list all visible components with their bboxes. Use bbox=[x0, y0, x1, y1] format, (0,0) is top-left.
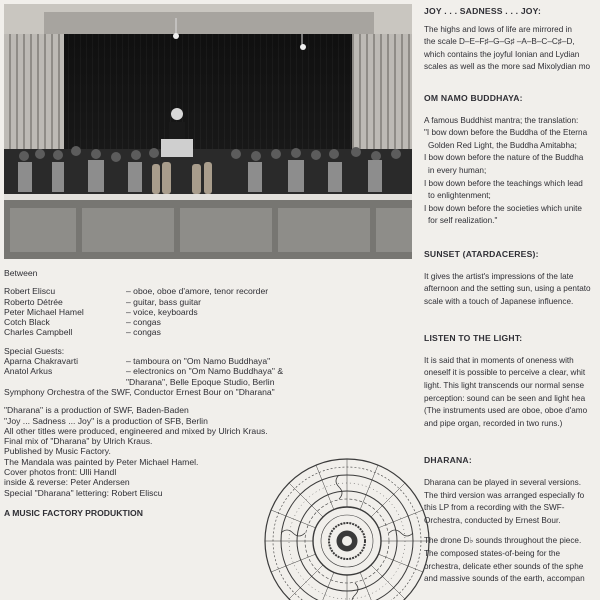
production-line: "Joy ... Sadness ... Joy" is a production of SFB, Berlin bbox=[4, 415, 208, 426]
production-line: The Mandala was painted by Peter Michael Hamel. bbox=[4, 456, 199, 467]
guest-role: – tamboura on "Om Namo Buddhaya" bbox=[126, 356, 271, 367]
joy-sadness-joy-heading: JOY . . . SADNESS . . . JOY: bbox=[424, 6, 542, 16]
om-text-line: "I bow down before the Buddha of the Eterna bbox=[424, 128, 588, 138]
listen-text-line: light. This light transcends our normal sense bbox=[424, 381, 585, 391]
guest-role: – electronics on "Om Namo Buddhaya" & bbox=[126, 366, 284, 377]
om-text-line: I bow down before the nature of the Buddha bbox=[424, 153, 584, 163]
musician-row bbox=[4, 297, 409, 307]
sunset-text-line: afternoon and the setting sun, using a pentato bbox=[424, 284, 591, 294]
production-line: Cover photos front: Ulli Handl bbox=[4, 467, 117, 478]
dharana-text-line: The third version was arranged especially fo bbox=[424, 490, 585, 500]
musician-name: Roberto Détrée bbox=[4, 296, 63, 307]
production-line: inside & reverse: Peter Andersen bbox=[4, 477, 130, 488]
dharana-text-line: orchestra, delicate ether sounds of the sphe bbox=[424, 561, 584, 571]
production-line: Special "Dharana" lettering: Robert Eliscu bbox=[4, 487, 163, 498]
production-line: "Dharana" is a production of SWF, Baden-Baden bbox=[4, 405, 189, 416]
guest-name: Anatol Arkus bbox=[4, 366, 53, 377]
special-guests-label: Special Guests: bbox=[4, 345, 65, 356]
musician-row bbox=[4, 307, 409, 317]
listen-text-line: and pipe organ, recorded in two runs.) bbox=[424, 418, 563, 428]
musician-role: – voice, keyboards bbox=[126, 306, 198, 317]
guest-name: Aparna Chakravarti bbox=[4, 356, 79, 367]
guest-name bbox=[4, 377, 126, 387]
production-line: All other titles were produced, engineered and mixed by Ulrich Kraus. bbox=[4, 425, 268, 436]
joy-text-line: The highs and lows of life are mirrored in bbox=[424, 24, 572, 34]
om-text-line: for self realization." bbox=[428, 216, 498, 226]
guest-role: "Dharana", Belle Epoque Studio, Berlin bbox=[126, 376, 275, 387]
production-line: Final mix of "Dharana" by Ulrich Kraus. bbox=[4, 436, 153, 447]
production-line: Published by Music Factory. bbox=[4, 446, 111, 457]
om-namo-buddhaya-heading: OM NAMO BUDDHAYA: bbox=[424, 92, 523, 103]
musician-row bbox=[4, 327, 409, 337]
musician-name: Cotch Black bbox=[4, 317, 50, 328]
guest-row bbox=[4, 377, 409, 387]
om-text-line: to enlightenment; bbox=[428, 191, 491, 201]
musician-name: Peter Michael Hamel bbox=[4, 306, 84, 317]
sunset-heading: SUNSET (ATARDACERES): bbox=[424, 248, 539, 259]
dharana-heading: DHARANA: bbox=[424, 455, 472, 466]
dharana-text-line: The drone D♭ sounds throughout the piece. bbox=[424, 536, 582, 546]
listen-text-line: (The instruments used are oboe, oboe d'amo bbox=[424, 406, 588, 416]
orchestra-credit: Symphony Orchestra of the SWF, Conductor Ernest Bour on "Dharana" bbox=[4, 386, 275, 397]
dharana-text-line: The composed states-of-being for the bbox=[424, 549, 561, 558]
musician-name: Robert Eliscu bbox=[4, 286, 56, 297]
joy-text-line: scales as well as the more sad Mixolydian mo bbox=[424, 62, 591, 72]
track-notes-column bbox=[424, 0, 600, 586]
orchestra-stage-photo bbox=[4, 4, 412, 259]
mandala-artwork bbox=[262, 453, 432, 600]
musician-row bbox=[4, 286, 409, 296]
dharana-text-line: and massive sounds of the earth, accompan bbox=[424, 574, 585, 584]
guest-row bbox=[4, 356, 409, 366]
om-text-line: I bow down before the teachings which lead bbox=[424, 178, 583, 188]
om-text-line: in every human; bbox=[428, 165, 487, 175]
listen-text-line: It is said that in moments of oneness with bbox=[424, 355, 574, 365]
musician-role: – congas bbox=[126, 327, 161, 338]
musician-role: – congas bbox=[126, 317, 161, 328]
listen-text-line: perception: sound can be seen and light hea bbox=[424, 393, 586, 403]
musician-name: Charles Campbell bbox=[4, 327, 73, 338]
musician-role: – guitar, bass guitar bbox=[126, 296, 202, 307]
joy-text-line: the scale D–E–F♯–G–G♯ –A–B–C–C♯–D, bbox=[424, 37, 575, 47]
between-label: Between bbox=[4, 268, 38, 278]
sunset-text-line: scale with a touch of Japanese influence. bbox=[424, 296, 574, 306]
joy-text-line: which contains the joyful Ionian and Lydian bbox=[424, 49, 580, 59]
om-text-line: I bow down before the societies which unite bbox=[424, 203, 582, 213]
musician-row bbox=[4, 317, 409, 327]
dharana-text-line: this LP from a recording with the SWF- bbox=[424, 503, 565, 513]
listen-to-the-light-heading: LISTEN TO THE LIGHT: bbox=[424, 333, 523, 344]
dharana-text-line bbox=[424, 527, 600, 535]
production-footer: A MUSIC FACTORY PRODUKTION bbox=[4, 507, 143, 518]
guest-row bbox=[4, 366, 409, 376]
dharana-text-line: Dharana can be played in several versions. bbox=[424, 478, 582, 488]
dharana-text-line: Orchestra, conducted by Ernest Bour. bbox=[424, 515, 561, 525]
om-text-line: Golden Red Light, the Buddha Amitabha; bbox=[428, 140, 577, 150]
musician-role: – oboe, oboe d'amore, tenor recorder bbox=[126, 286, 269, 297]
om-text-line: A famous Buddhist mantra; the translation: bbox=[424, 115, 579, 125]
listen-text-line: oneself it is possible to perceive a clear, whit bbox=[424, 368, 586, 378]
sunset-text-line: It gives the artist's impressions of the late bbox=[424, 271, 574, 281]
